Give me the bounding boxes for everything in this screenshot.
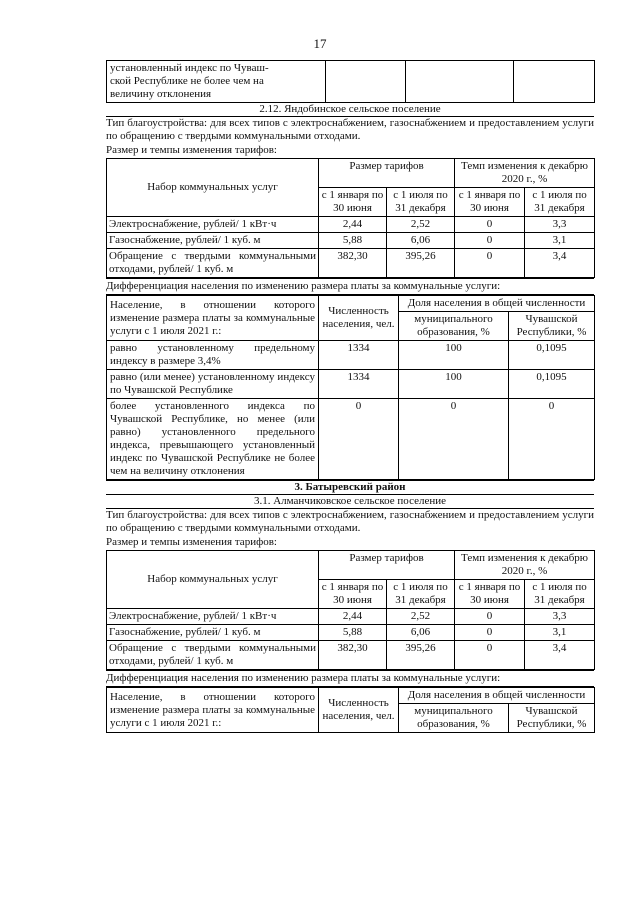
tariff-table — [106, 550, 595, 670]
header-tariff-size: Размер тарифов — [319, 159, 455, 188]
cell-value: 3,3 — [525, 609, 595, 625]
cell-value: 5,88 — [319, 625, 387, 641]
population-label: равно (или менее) установленному индексу по Чувашской Республике — [107, 370, 319, 399]
header-republic: Чувашской Республики, % — [509, 312, 595, 341]
header-municipal: муниципального образования, % — [399, 704, 509, 733]
header-period: с 1 января по 30 июня — [319, 580, 387, 609]
cell-value: 0 — [455, 217, 525, 233]
continuation-table — [106, 60, 595, 103]
cell-value: 382,30 — [319, 249, 387, 278]
cell-value: 0 — [455, 609, 525, 625]
cell-value: 0 — [399, 399, 509, 480]
header-period: с 1 июля по 31 декабря — [525, 580, 595, 609]
cell-value: 382,30 — [319, 641, 387, 670]
cell-value: 395,26 — [387, 249, 455, 278]
differentiation-caption: Дифференциация населения по изменению размера платы за коммунальные услуги: — [106, 670, 594, 687]
table-row — [107, 249, 595, 278]
table-row — [107, 641, 595, 670]
table-row — [107, 61, 595, 103]
cell-value: 1334 — [319, 341, 399, 370]
improvement-type: Тип благоустройства: для всех типов с электроснабжением, газоснабжением и предоставлением услуги по обращению с твердыми коммунальными отходами. — [106, 117, 594, 142]
page-number: 17 — [313, 36, 327, 51]
document-body — [106, 60, 594, 733]
header-tariff-size: Размер тарифов — [319, 551, 455, 580]
header-period: с 1 января по 30 июня — [319, 188, 387, 217]
cell-value: 3,4 — [525, 641, 595, 670]
cell-value: 100 — [399, 341, 509, 370]
service-name: Газоснабжение, рублей/ 1 куб. м — [107, 625, 319, 641]
table-row — [107, 370, 595, 399]
service-name: Газоснабжение, рублей/ 1 куб. м — [107, 233, 319, 249]
differentiation-table — [106, 687, 595, 733]
cell-value: 3,1 — [525, 233, 595, 249]
continuation-text: установленный индекс по Чуваш- ской Республике не более чем на величину отклонения — [107, 61, 326, 103]
cell-value: 2,52 — [387, 217, 455, 233]
differentiation-caption: Дифференциация населения по изменению размера платы за коммунальные услуги: — [106, 278, 594, 295]
header-period: с 1 июля по 31 декабря — [387, 580, 455, 609]
header-population: Население, в отношении которого изменение размера платы за коммунальные услуги с 1 июля 2021 г.: — [107, 688, 319, 733]
cell-value: 0 — [509, 399, 595, 480]
cell-value: 0 — [455, 233, 525, 249]
table-row — [107, 233, 595, 249]
tariff-table — [106, 158, 595, 278]
cell-value: 0 — [455, 641, 525, 670]
cell-value: 0 — [455, 625, 525, 641]
improvement-type: Тип благоустройства: для всех типов с электроснабжением, газоснабжением и предоставлением услуги по обращению с твердыми коммунальными отходами. — [106, 509, 594, 534]
cell-value: 2,44 — [319, 217, 387, 233]
cell-value: 100 — [399, 370, 509, 399]
cell-value: 0 — [455, 249, 525, 278]
cell-value: 0,1095 — [509, 341, 595, 370]
population-label: равно установленному предельному индексу в размере 3,4% — [107, 341, 319, 370]
service-name: Обращение с твердыми коммунальными отходами, рублей/ 1 куб. м — [107, 641, 319, 670]
cell-value: 6,06 — [387, 625, 455, 641]
header-republic: Чувашской Республики, % — [509, 704, 595, 733]
cell-value: 0 — [319, 399, 399, 480]
header-services: Набор коммунальных услуг — [107, 551, 319, 609]
table-row — [107, 217, 595, 233]
section-title-2-12: 2.12. Яндобинское сельское поселение — [106, 103, 594, 117]
cell-value: 2,52 — [387, 609, 455, 625]
cell-value: 3,3 — [525, 217, 595, 233]
population-label: более установленного индекса по Чувашской Республике, но менее (или равно) установленного предельного индекса, превышающего установленный индекс по Чувашской Республике не более чем на величину отклонения — [107, 399, 319, 480]
header-period: с 1 января по 30 июня — [455, 188, 525, 217]
cell-value: 1334 — [319, 370, 399, 399]
service-name: Электроснабжение, рублей/ 1 кВт·ч — [107, 609, 319, 625]
cell-value: 6,06 — [387, 233, 455, 249]
cell-value: 3,1 — [525, 625, 595, 641]
service-name: Обращение с твердыми коммунальными отходами, рублей/ 1 куб. м — [107, 249, 319, 278]
service-name: Электроснабжение, рублей/ 1 кВт·ч — [107, 217, 319, 233]
cell-value: 5,88 — [319, 233, 387, 249]
header-count: Численность населения, чел. — [319, 296, 399, 341]
tariff-caption: Размер и темпы изменения тарифов: — [106, 536, 277, 548]
header-population: Население, в отношении которого изменение размера платы за коммунальные услуги с 1 июля 2021 г.: — [107, 296, 319, 341]
header-share: Доля населения в общей численности — [399, 296, 595, 312]
table-row — [107, 625, 595, 641]
header-growth-rate: Темп изменения к декабрю 2020 г., % — [455, 159, 595, 188]
district-title: 3. Батыревский район — [106, 480, 594, 495]
cell-value: 2,44 — [319, 609, 387, 625]
cell-value: 3,4 — [525, 249, 595, 278]
header-growth-rate: Темп изменения к декабрю 2020 г., % — [455, 551, 595, 580]
cell-value: 395,26 — [387, 641, 455, 670]
cell-value: 0,1095 — [509, 370, 595, 399]
header-share: Доля населения в общей численности — [399, 688, 595, 704]
table-row — [107, 341, 595, 370]
table-row — [107, 399, 595, 480]
header-services: Набор коммунальных услуг — [107, 159, 319, 217]
header-municipal: муниципального образования, % — [399, 312, 509, 341]
table-row — [107, 609, 595, 625]
header-count: Численность населения, чел. — [319, 688, 399, 733]
tariff-caption: Размер и темпы изменения тарифов: — [106, 144, 277, 156]
header-period: с 1 января по 30 июня — [455, 580, 525, 609]
differentiation-table — [106, 295, 595, 480]
header-period: с 1 июля по 31 декабря — [387, 188, 455, 217]
section-title-3-1: 3.1. Алманчиковское сельское поселение — [106, 495, 594, 509]
header-period: с 1 июля по 31 декабря — [525, 188, 595, 217]
